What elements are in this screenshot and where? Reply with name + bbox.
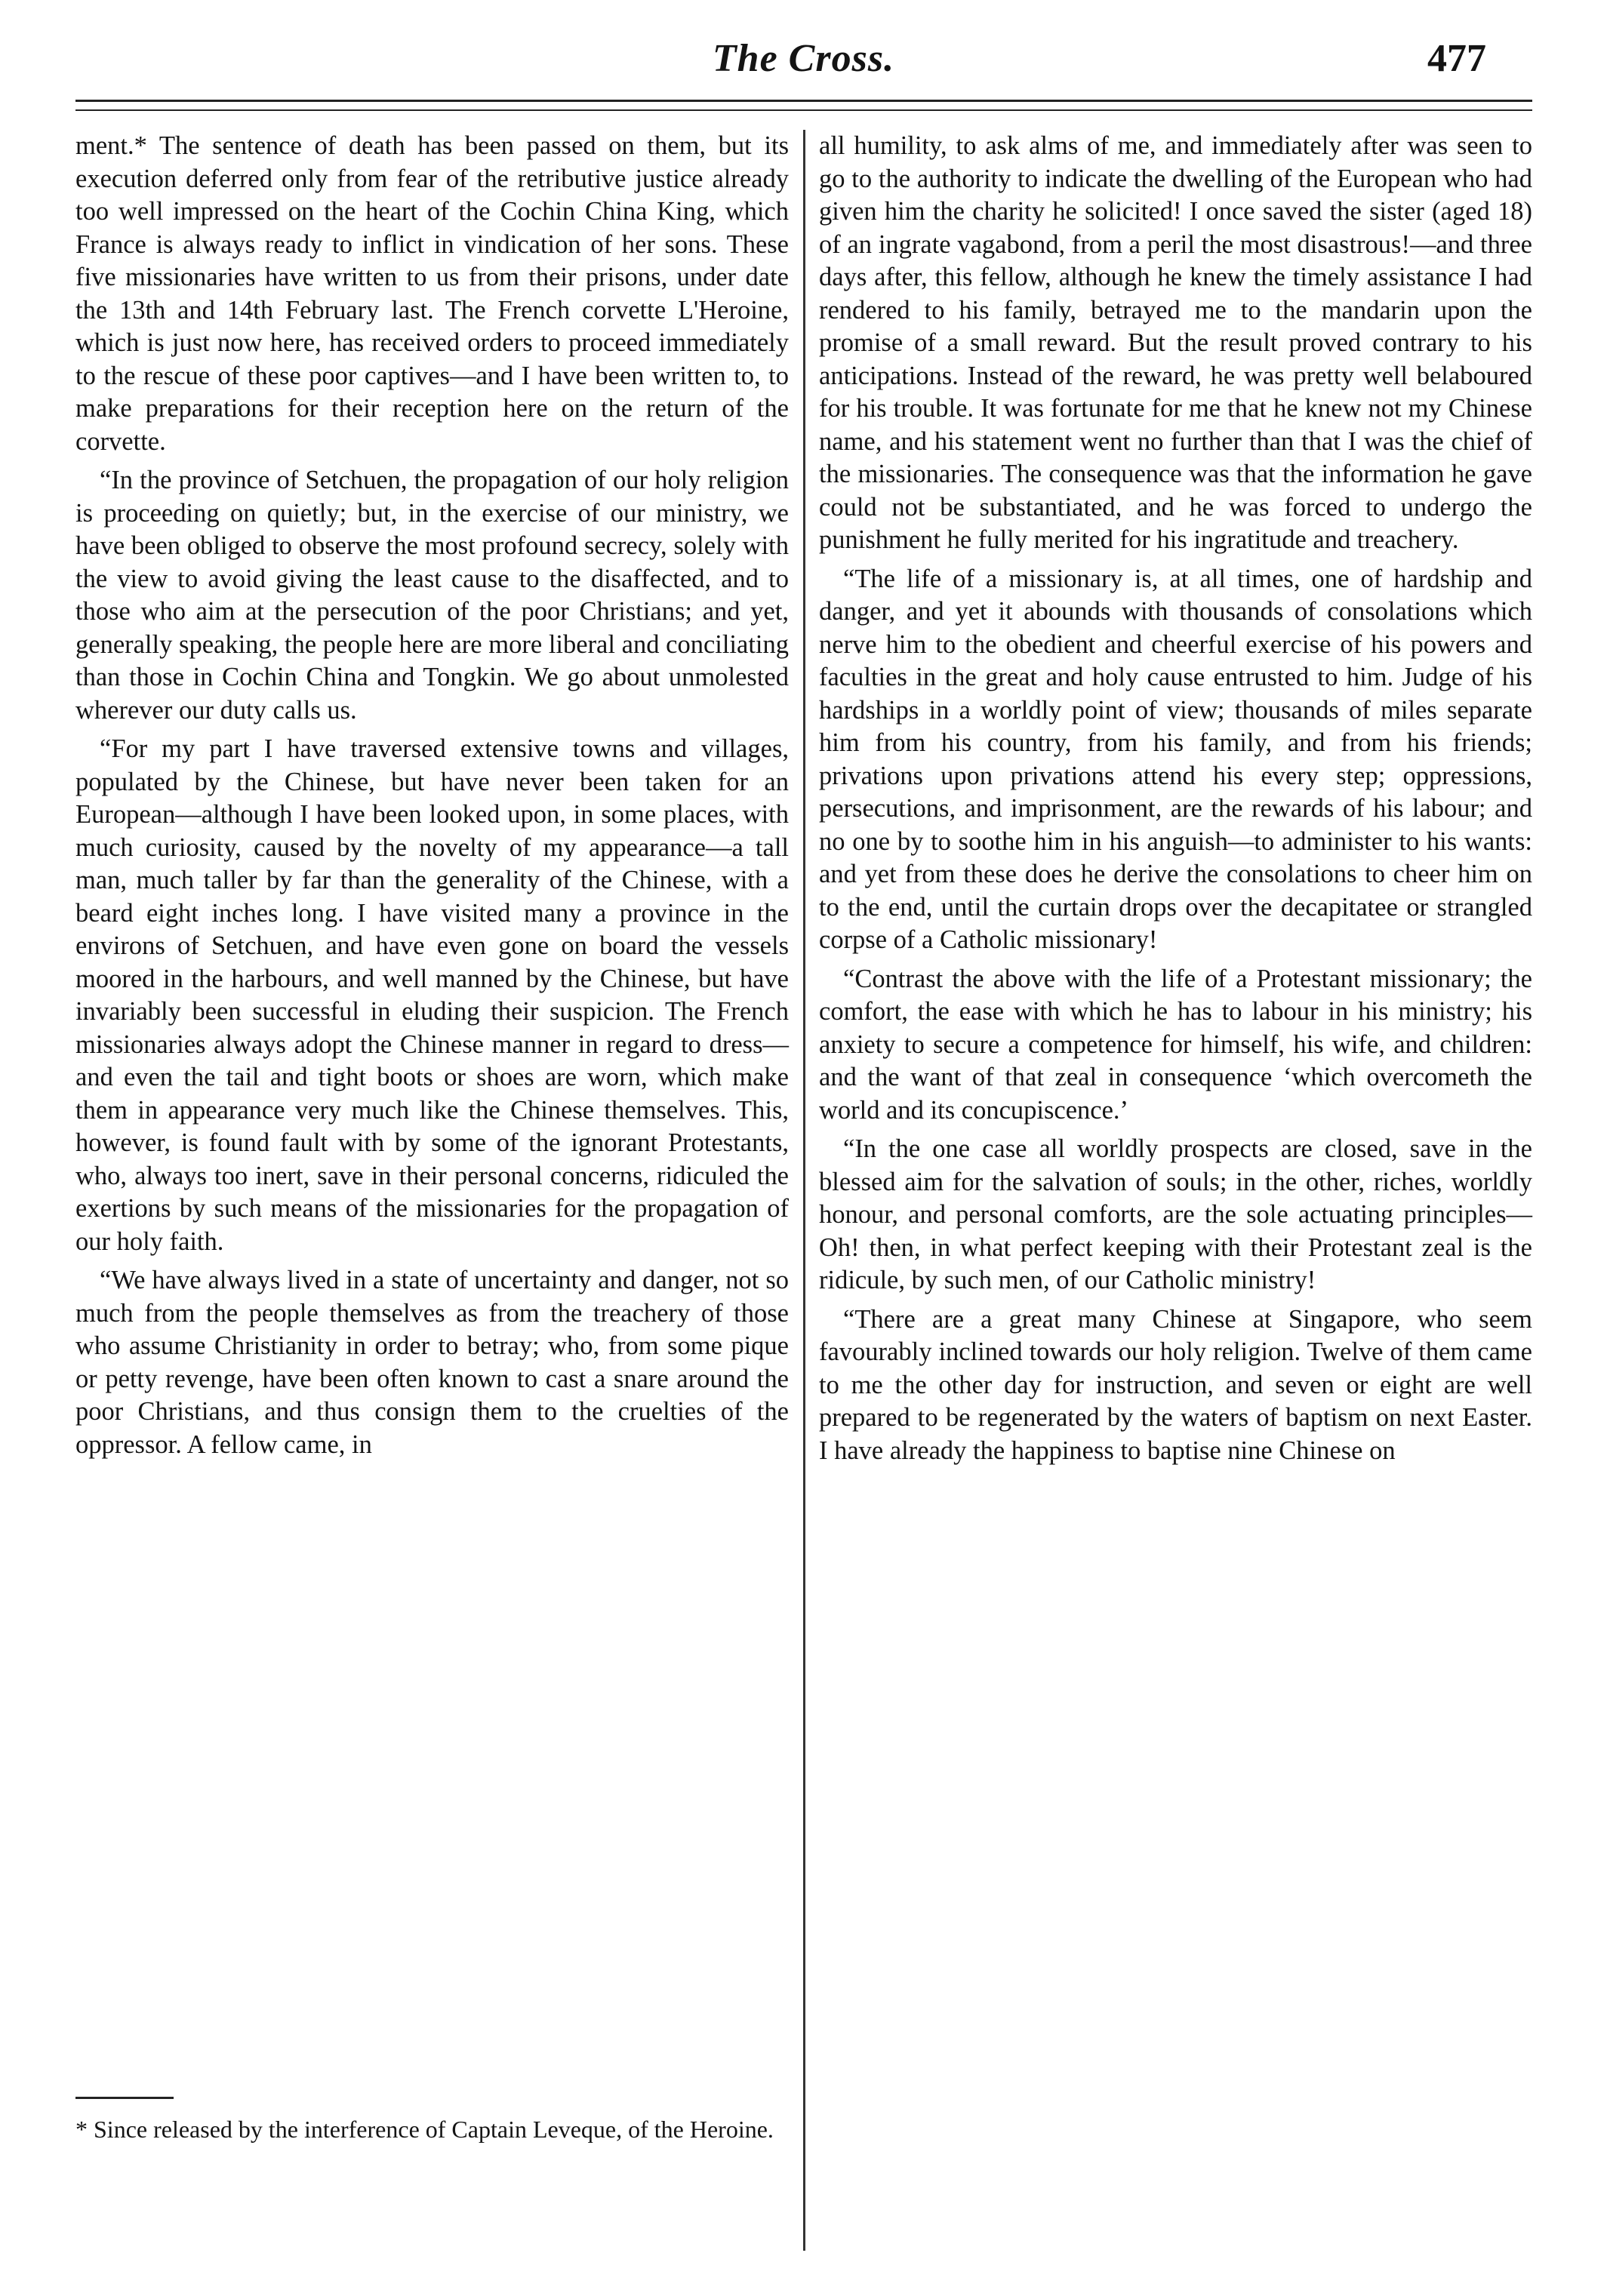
paragraph: “In the one case all worldly prospects are closed, save in the blessed aim for the salvation of souls; in the other, riches, worldly honour, and personal comforts, are the sole actuating principles—Oh! then, in what perfect keeping with their Protestant zeal is the ridicule, by such men, of our Catholic ministry!	[819, 1134, 1532, 1294]
paragraph: “There are a great many Chinese at Singapore, who seem favourably inclined towards our holy religion. Twelve of them came to me the other day for instruction, and seven or eight are well prepared to be regenerated by the waters of baptism on next Easter. I have already the happiness to baptise nine Chinese on	[819, 1304, 1532, 1465]
paragraph: “In the province of Setchuen, the propagation of our holy religion is proceeding on quietly; but, in the exercise of our ministry, we have been obliged to observe the most profound secrecy, solely with the view to avoid giving the least cause to the disaffected, and to those who aim at the persecution of the poor Christians; and yet, generally speaking, the people here are more liberal and conciliating than those in Cochin China and Tongkin. We go about unmolested wherever our duty calls us.	[75, 466, 789, 725]
paragraph: “Contrast the above with the life of a Protestant missionary; the comfort, the ease with which he has to labour in his ministry; his anxiety to secure a competence for himself, his wife, and children: and the want of that zeal in consequence ‘which overcometh the world and its concupiscence.’	[819, 964, 1532, 1125]
column-divider	[803, 130, 805, 2251]
left-column	[75, 130, 789, 1461]
header-double-rule	[75, 100, 1532, 111]
paragraph: ment.* The sentence of death has been passed on them, but its execution deferred only from fear of the retributive justice already too well impressed on the heart of the Cochin China King, which France is always ready to inflict in vindication of her sons. These five missionaries have written to us from their prisons, under date the 13th and 14th February last. The French corvette L'Heroine, which is just now here, has received orders to proceed immediately to the rescue of these poor captives—and I have been written to, to make preparations for their reception here on the return of the corvette.	[75, 131, 789, 456]
paragraph: “For my part I have traversed extensive towns and villages, populated by the Chinese, but have never been taken for an European—although I have been looked upon, in some places, with much curiosity, caused by the novelty of my appearance—a tall man, much taller by far than the generality of the Chinese, with a beard eight inches long. I have visited many a province in the environs of Setchuen, and have even gone on board the vessels moored in the harbours, and well manned by the Chinese, but have invariably been successful in eluding their suspicion. The French missionaries always adopt the Chinese manner in regard to dress—and even the tail and tight boots or shoes are worn, which make them in appearance very much like the Chinese themselves. This, however, is found fault with by some of the ignorant Protestants, who, always too inert, save in their personal concerns, ridiculed the exertions by such means of the missionaries for the propagation of our holy faith.	[75, 734, 789, 1256]
paragraph: all humility, to ask alms of me, and immediately after was seen to go to the authority to indicate the dwelling of the European who had given him the charity he solicited! I once saved the sister (aged 18) of an ingrate vagabond, from a peril the most disastrous!—and three days after, this fellow, although he knew the timely assistance I had rendered to his family, betrayed me to the mandarin upon the promise of a small reward. But the result proved contrary to his anticipations. Instead of the reward, he was pretty well belaboured for his trouble. It was fortunate for me that he knew not my Chinese name, and his statement went no further than that I was the chief of the missionaries. The consequence was that the information he gave could not be substantiated, and he was forced to undergo the punishment he fully merited for his ingratitude and treachery.	[819, 131, 1532, 554]
paragraph: “We have always lived in a state of uncertainty and danger, not so much from the people themselves as from the treachery of those who assume Christianity in order to betray; who, from some pique or petty revenge, have been often known to cast a snare around the poor Christians, and thus consign them to the cruelties of the oppressor. A fellow came, in	[75, 1266, 789, 1459]
footnote-rule	[75, 2097, 174, 2099]
right-column	[819, 130, 1532, 1467]
running-head-title: The Cross.	[712, 37, 895, 80]
footnote: * Since released by the interference of Captain Leveque, of the Heroine.	[75, 2116, 774, 2143]
paragraph: “The life of a missionary is, at all times, one of hardship and danger, and yet it abounds with thousands of consolations which nerve him to the obedient and cheerful exercise of his powers and faculties in the great and holy cause entrusted to him. Judge of his hardships in a worldly point of view; thousands of miles separate him from his country, from his family, and from his friends; privations upon privations attend his every step; oppressions, persecutions, and imprisonment, are the rewards of his labour; and no one by to soothe him in his anguish—to administer to his wants: and yet from these does he derive the consolations to cheer him on to the end, until the curtain drops over the decapitatee or strangled corpse of a Catholic missionary!	[819, 564, 1532, 954]
page-number: 477	[1427, 37, 1486, 80]
